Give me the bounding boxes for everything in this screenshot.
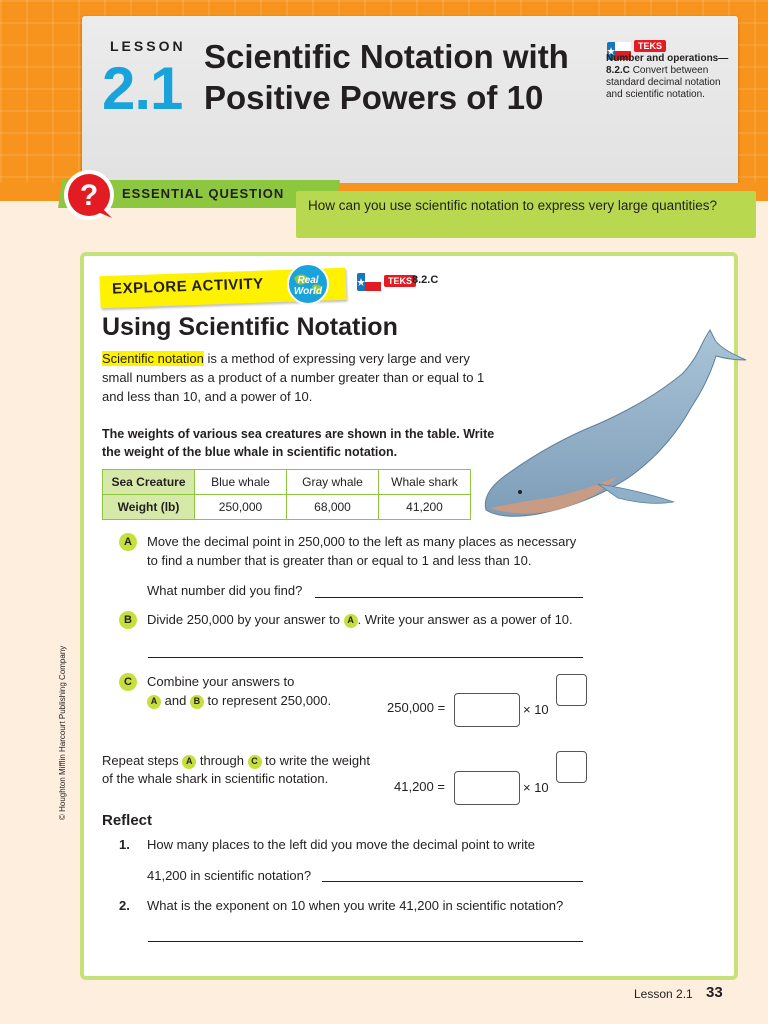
- step-a-ref-badge: A: [344, 614, 358, 628]
- step-a-ref-badge: A: [147, 695, 161, 709]
- texas-flag-icon: [356, 272, 382, 292]
- table-header-cell: Sea Creature: [103, 470, 195, 495]
- step-c-badge: C: [119, 673, 137, 691]
- step-c-text-part2: [147, 691, 331, 710]
- teks-description: Convert between standard decimal notation and scientific notation.: [606, 65, 721, 100]
- copyright-text: © Houghton Mifflin Harcourt Publishing Company: [58, 645, 67, 820]
- repeat-part2: to write the weight: [261, 753, 370, 768]
- reflect-q1-text-2: 41,200 in scientific notation?: [147, 868, 312, 883]
- equation-2-coefficient-box[interactable]: [454, 771, 520, 805]
- teks-topic: Number and operations—: [606, 53, 729, 64]
- step-b-badge: B: [119, 611, 137, 629]
- teks-badge: TEKS: [384, 275, 416, 287]
- step-c-ref-badge: C: [248, 755, 262, 769]
- teks-code: 8.2.C: [412, 274, 439, 286]
- table-row: [103, 495, 471, 520]
- equation-1-exponent-box[interactable]: [556, 674, 587, 706]
- step-a-badge: A: [119, 533, 137, 551]
- reflect-title: Reflect: [102, 812, 153, 829]
- step-b-text-part2: . Write your answer as a power of 10.: [357, 612, 573, 627]
- step-a-ref-badge: A: [182, 755, 196, 769]
- equation-2-left: 41,200 =: [394, 779, 445, 794]
- lesson-title: Scientific Notation with Positive Powers of 10: [204, 38, 569, 116]
- svg-text:?: ?: [79, 179, 99, 212]
- section-title: Using Scientific Notation: [102, 313, 398, 341]
- step-c-text-end: to represent 250,000.: [203, 693, 332, 708]
- table-header-cell: Weight (lb): [103, 495, 195, 520]
- question-mark-icon: [62, 168, 116, 222]
- reflect-q2-answer-line[interactable]: [148, 941, 583, 942]
- step-b-answer-line[interactable]: [148, 657, 583, 658]
- reflect-q1-text: How many places to the left did you move the decimal point to write: [147, 837, 536, 852]
- instructions: The weights of various sea creatures are shown in the table. Write the weight of the blue whale in scientific notation.: [102, 427, 495, 459]
- table-cell: 68,000: [287, 495, 379, 520]
- essential-question-label: ESSENTIAL QUESTION: [122, 186, 285, 201]
- lesson-number: 2.1: [102, 55, 183, 122]
- equation-2-times-ten: × 10: [523, 780, 549, 795]
- reflect-q1-answer-line[interactable]: [322, 881, 583, 882]
- table-cell: Whale shark: [379, 470, 471, 495]
- table-cell: 41,200: [379, 495, 471, 520]
- step-b-text-part1: Divide 250,000 by your answer to: [147, 612, 344, 627]
- repeat-text-line1: [102, 751, 370, 770]
- step-c-and: and: [161, 693, 190, 708]
- repeat-text-line2: of the whale shark in scientific notation.: [102, 771, 329, 786]
- step-c-text-part1: Combine your answers to: [147, 674, 295, 689]
- step-a-answer-line[interactable]: [315, 597, 583, 598]
- blue-whale-illustration: [478, 326, 756, 526]
- real-world-line1: Real: [297, 275, 319, 286]
- lesson-label: LESSON: [110, 38, 186, 54]
- table-row: [103, 470, 471, 495]
- explore-activity-label: EXPLORE ACTIVITY: [111, 275, 264, 298]
- reflect-q2-text: What is the exponent on 10 when you write 41,200 in scientific notation?: [147, 898, 564, 913]
- equation-1-left: 250,000 =: [387, 700, 446, 715]
- real-world-line2: World: [293, 286, 323, 297]
- reflect-q1-number: 1.: [119, 837, 130, 852]
- equation-2-exponent-box[interactable]: [556, 751, 587, 783]
- teks-standard: [606, 53, 736, 101]
- equation-1-times-ten: × 10: [523, 702, 549, 717]
- footer-lesson-label: Lesson 2.1: [634, 987, 693, 1001]
- equation-1-coefficient-box[interactable]: [454, 693, 520, 727]
- reflect-q2-number: 2.: [119, 898, 130, 913]
- table-cell: Gray whale: [287, 470, 379, 495]
- essential-question-text: How can you use scientific notation to express very large quantities?: [308, 198, 717, 213]
- step-b-ref-badge: B: [190, 695, 204, 709]
- definition-paragraph: [102, 349, 502, 406]
- page-number: 33: [706, 984, 723, 1001]
- real-world-globe-icon: [286, 262, 330, 306]
- step-a-text: Move the decimal point in 250,000 to the left as many places as necessary to find a number that is greater than or equal to 1 and less than 10.: [147, 534, 577, 568]
- step-b-text: [147, 610, 587, 629]
- table-cell: Blue whale: [195, 470, 287, 495]
- repeat-through: through: [196, 753, 248, 768]
- teks-badge: TEKS: [634, 40, 666, 52]
- definition-text: is a method of expressing very large and very small numbers as a product of a number greater than or equal to 1 and less than 10, and a power of 10.: [102, 351, 485, 404]
- repeat-part1: Repeat steps: [102, 753, 183, 768]
- highlighted-term: Scientific notation: [102, 351, 204, 366]
- sea-creature-table: [102, 469, 471, 520]
- step-a-prompt: What number did you find?: [147, 583, 303, 598]
- teks-code: 8.2.C: [606, 65, 630, 76]
- table-cell: 250,000: [195, 495, 287, 520]
